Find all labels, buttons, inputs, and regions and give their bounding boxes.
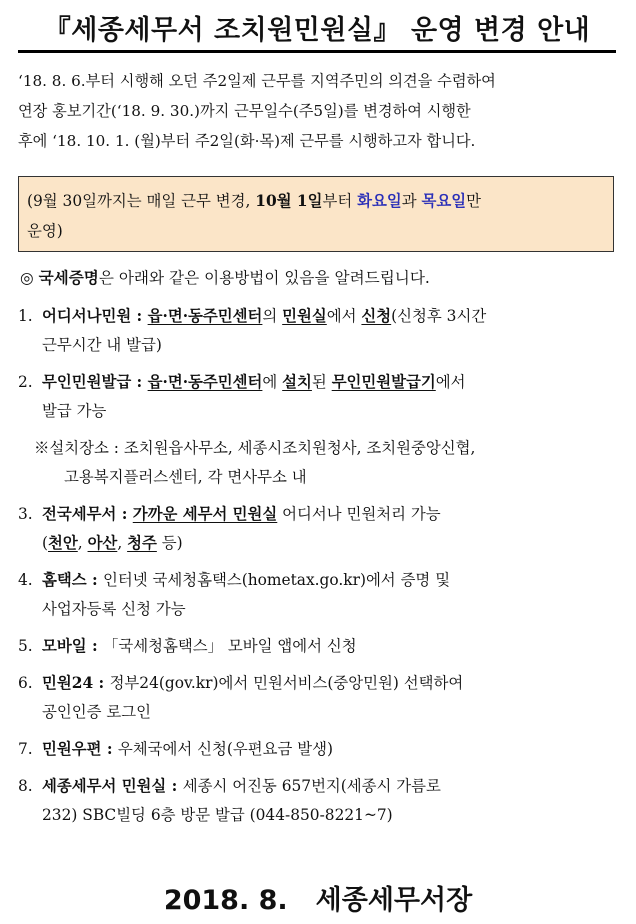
list-item: 6. 민원24 : 정부24(gov.kr)에서 민원서비스(중앙민원) 선택하여 공인인증 로그인 [18,674,464,721]
intro-paragraph [18,66,618,156]
list-item: 7. 민원우편 : 우체국에서 신청(우편요금 발생) [18,740,333,758]
location-note: ※설치장소 : 조치원읍사무소, 세종시조치원청사, 조치원중앙신협, 고용복지플러스센터, 각 면사무소 내 [34,439,476,486]
section-heading: ◎ 국세증명은 아래와 같은 이용방법이 있음을 알려드립니다. [20,268,430,287]
intro-line: 연장 홍보기간(‘18. 9. 30.)까지 근무일수(주5일)를 변경하여 시행한 [18,102,471,120]
list-item: 1. 어디서나민원 : 읍·면·동주민센터의 민원실에서 신청(신청후 3시간 근무시간 내 발급) [18,307,487,354]
footer-signature [0,878,636,917]
list-item: 4. 홈택스 : 인터넷 국세청홈택스(hometax.go.kr)에서 증명 및 사업자등록 신청 가능 [18,571,451,618]
list-item: 2. 무인민원발급 : 읍·면·동주민센터에 설치된 무인민원발급기에서 발급 가능 [18,373,466,420]
notice-line: 운영) [27,222,63,240]
intro-line: ‘18. 8. 6.부터 시행해 오던 주2일제 근무를 지역주민의 의견을 수렴하여 [18,72,496,90]
page-title: 『세종세무서 조치원민원실』 운영 변경 안내 [43,15,591,46]
footer-office: 세종세무서장 [315,885,473,916]
intro-line: 후에 ‘18. 10. 1. (월)부터 주2일(화·목)제 근무를 시행하고자 합니다. [18,132,476,150]
method-list [18,302,618,830]
notice-box [18,176,614,252]
notice-line: (9월 30일까지는 매일 근무 변경, 10월 1일부터 화요일과 목요일만 [27,192,482,210]
title-box [18,6,616,53]
footer-date: 2018. 8. [163,885,288,916]
list-item: 5. 모바일 : 「국세청홈택스」 모바일 앱에서 신청 [18,637,357,655]
list-item: 8. 세종세무서 민원실 : 세종시 어진동 657번지(세종시 가름로 232) SBC빌딩 6층 방문 발급 (044-850-8221~7) [18,777,441,824]
list-item: 3. 전국세무서 : 가까운 세무서 민원실 어디서나 민원처리 가능 (천안, 아산, 청주 등) [18,505,441,552]
